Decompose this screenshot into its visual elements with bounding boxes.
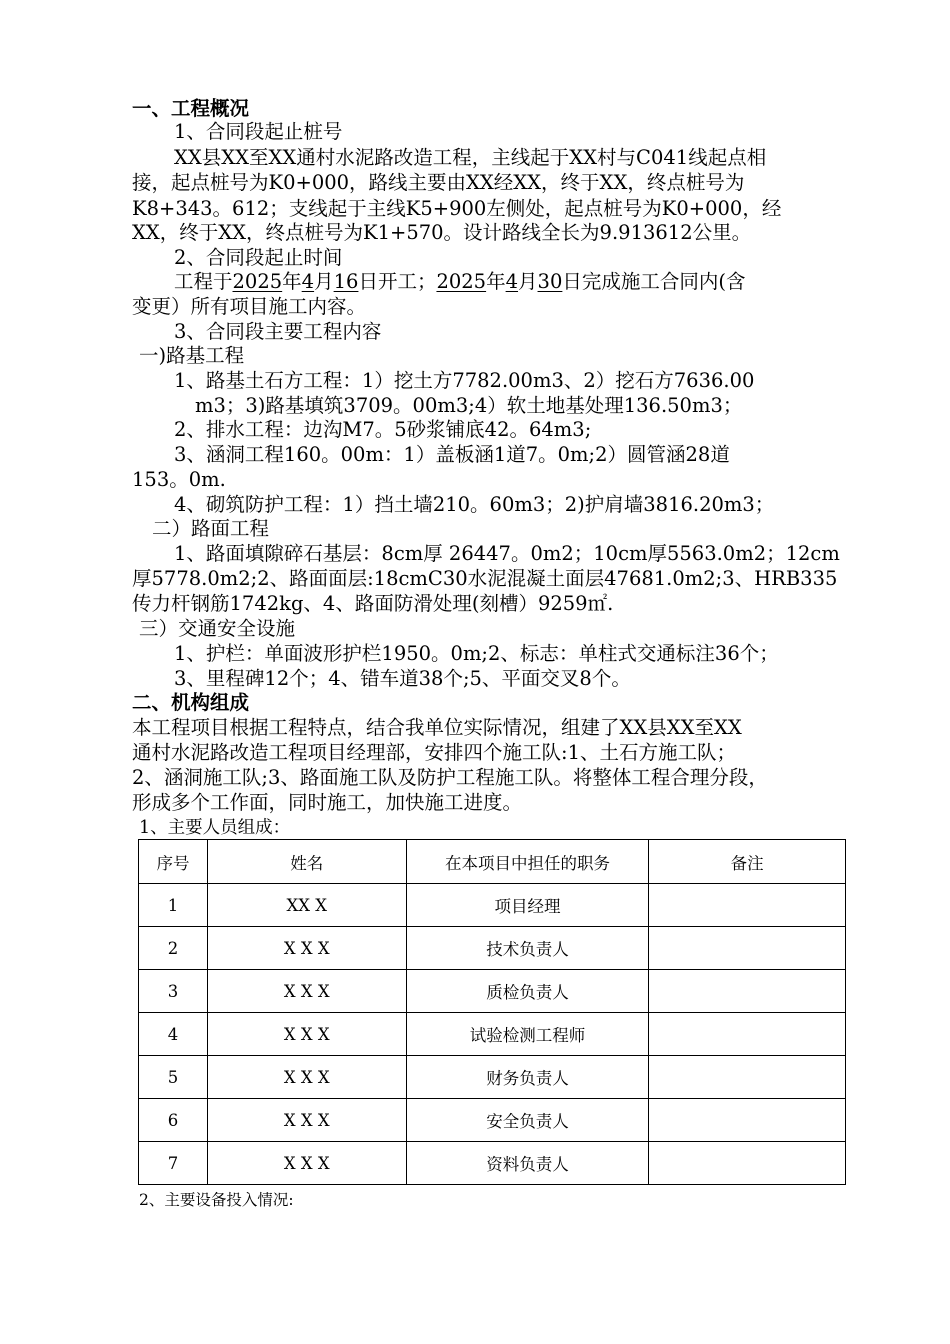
dates-text: 月: [314, 270, 334, 293]
heading-equipment: 2、主要设备投入情况:: [139, 1191, 294, 1209]
paragraph-line: 形成多个工作面，同时施工，加快施工进度。: [132, 791, 523, 814]
table-cell: 技术负责人: [406, 927, 649, 970]
table-cell: 2: [139, 927, 208, 970]
table-cell: X X X: [207, 970, 406, 1013]
table-cell: 7: [139, 1142, 208, 1185]
header-cell: 在本项目中担任的职务: [406, 840, 649, 884]
table-cell: 财务负责人: [406, 1056, 649, 1099]
table-row: [139, 1013, 846, 1056]
paragraph-line: 2、涵洞施工队;3、路面施工队及防护工程施工队。将整体工程合理分段，: [132, 766, 768, 789]
start-year: 2025: [232, 270, 283, 293]
dates-text: 月: [518, 270, 538, 293]
table-cell: 4: [139, 1013, 208, 1056]
table-cell: X X X: [207, 927, 406, 970]
paragraph-line: 变更）所有项目施工内容。: [132, 295, 367, 318]
section-2-title: 二、机构组成: [132, 691, 250, 714]
traffic-safety-item: 1、护栏：单面波形护栏1950。0m;2、标志：单柱式交通标注36个；: [174, 642, 779, 665]
paragraph-line: XX县XX至XX通村水泥路改造工程，主线起于XX村与C041线起点相: [174, 146, 767, 169]
start-day: 16: [333, 270, 359, 293]
table-cell: [649, 1142, 846, 1185]
subheading-roadbed: 一)路基工程: [139, 344, 245, 367]
heading-main-works: 3、合同段主要工程内容: [174, 320, 382, 343]
table-row: [139, 1099, 846, 1142]
table-cell: 5: [139, 1056, 208, 1099]
roadbed-item: 1、路基土石方工程：1）挖土方7782.00m3、2）挖石方7636.00: [174, 369, 755, 392]
table-cell: X X X: [207, 1142, 406, 1185]
pavement-item: 1、路面填隙碎石基层：8cm厚 26447。0m2；10cm厚5563.0m2；12cm: [174, 542, 840, 565]
construction-dates: [174, 269, 745, 295]
roadbed-item: 3、涵洞工程160。00m：1）盖板涵1道7。0m;2）圆管涵28道: [174, 443, 730, 466]
roadbed-item: 153。0m.: [132, 468, 226, 491]
table-cell: [649, 927, 846, 970]
dates-text: 工程于: [174, 270, 233, 293]
table-row: [139, 970, 846, 1013]
section-1-title: 一、工程概况: [132, 97, 250, 120]
table-cell: 质检负责人: [406, 970, 649, 1013]
header-cell: 序号: [139, 840, 208, 884]
table-cell: 资料负责人: [406, 1142, 649, 1185]
staff-table: [138, 839, 846, 1185]
end-day: 30: [537, 270, 563, 293]
heading-main-staff: 1、主要人员组成：: [139, 818, 291, 838]
table-cell: 项目经理: [406, 884, 649, 927]
table-row: [139, 884, 846, 927]
table-cell: X X X: [207, 1056, 406, 1099]
table-cell: X X X: [207, 1013, 406, 1056]
table-cell: 6: [139, 1099, 208, 1142]
table-cell: [649, 1099, 846, 1142]
paragraph-line: XX，终于XX，终点桩号为K1+570。设计路线全长为9.913612公里。: [132, 221, 752, 244]
table-cell: 试验检测工程师: [406, 1013, 649, 1056]
subheading-traffic-safety: 三）交通安全设施: [139, 617, 296, 640]
table-row: [139, 1056, 846, 1099]
paragraph-line: 本工程项目根据工程特点，结合我单位实际情况，组建了XX县XX至XX: [132, 716, 742, 739]
heading-time-range: 2、合同段起止时间: [174, 246, 343, 269]
header-cell: 姓名: [207, 840, 406, 884]
roadbed-item: 2、排水工程：边沟M7。5砂浆铺底42。64m3;: [174, 418, 592, 441]
traffic-safety-item: 3、里程碑12个；4、错车道38个;5、平面交叉8个。: [174, 667, 631, 690]
table-cell: 3: [139, 970, 208, 1013]
pavement-item: 传力杆钢筋1742kg、4、路面防滑处理(刻槽）9259㎡.: [132, 592, 614, 615]
start-month: 4: [301, 270, 315, 293]
roadbed-item: 4、砌筑防护工程：1）挡土墙210。60m3；2)护肩墙3816.20m3；: [174, 493, 775, 516]
table-cell: 安全负责人: [406, 1099, 649, 1142]
pavement-item: 厚5778.0m2;2、路面面层:18cmC30水泥混凝土面层47681.0m2;3、HRB335: [132, 567, 838, 590]
paragraph-line: 接，起点桩号为K0+000，路线主要由XX经XX，终于XX，终点桩号为: [132, 171, 745, 194]
dates-text: 年: [486, 270, 506, 293]
table-row: [139, 1142, 846, 1185]
heading-stake-range: 1、合同段起止桩号: [174, 120, 343, 143]
table-cell: [649, 970, 846, 1013]
table-cell: [649, 1013, 846, 1056]
table-cell: [649, 1056, 846, 1099]
table-header-row: [139, 840, 846, 884]
dates-text: 年: [282, 270, 302, 293]
roadbed-item: m3；3)路基填筑3709。00m3;4）软土地基处理136.50m3；: [195, 394, 743, 417]
table-cell: 1: [139, 884, 208, 927]
table-row: [139, 927, 846, 970]
dates-text: 日开工；: [358, 270, 437, 293]
table-cell: XX X: [207, 884, 406, 927]
end-month: 4: [505, 270, 519, 293]
table-cell: [649, 884, 846, 927]
table-cell: X X X: [207, 1099, 406, 1142]
paragraph-line: 通村水泥路改造工程项目经理部，安排四个施工队:1、土石方施工队；: [132, 741, 736, 764]
paragraph-line: K8+343。612；支线起于主线K5+900左侧处，起点桩号为K0+000，经: [132, 197, 782, 220]
subheading-pavement: 二）路面工程: [152, 517, 270, 540]
dates-text: 日完成施工合同内(含: [562, 270, 746, 293]
header-cell: 备注: [649, 840, 846, 884]
end-year: 2025: [436, 270, 487, 293]
